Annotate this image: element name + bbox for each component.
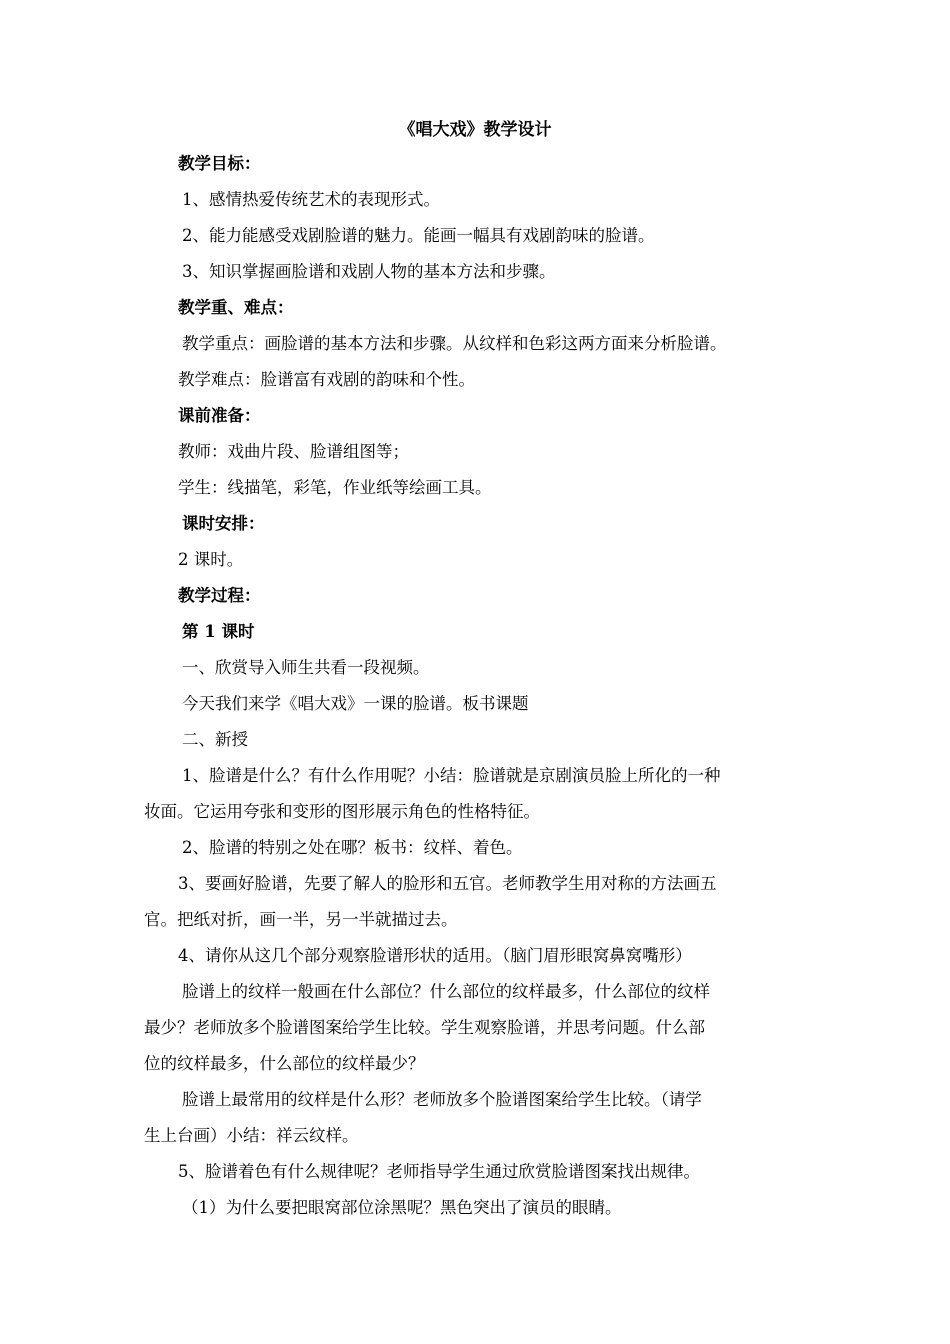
process-heading: 教学过程： <box>178 586 261 605</box>
paragraph-line: 官。把纸对折，画一半，另一半就描过去。 <box>144 910 458 929</box>
objectives-heading: 教学目标： <box>178 154 261 173</box>
paragraph-line: 1、脸谱是什么？有什么作用呢？小结：脸谱就是京剧演员脸上所化的一种 <box>182 766 721 785</box>
paragraph-line: 脸谱上最常用的纹样是什么形？老师放多个脸谱图案给学生比较。（请学 <box>182 1090 702 1109</box>
key-point-difficulty: 教学难点：脸谱富有戏剧的韵味和个性。 <box>178 370 475 389</box>
preparation-teacher: 教师：戏曲片段、脸谱组图等； <box>178 442 409 461</box>
paragraph-line: （1）为什么要把眼窝部位涂黑呢？黑色突出了演员的眼睛。 <box>182 1198 622 1217</box>
process-step-2: 二、新授 <box>182 730 248 749</box>
process-step-1: 一、欣赏导入师生共看一段视频。 <box>182 658 430 677</box>
paragraph-line: 5、脸谱着色有什么规律呢？老师指导学生通过欣赏脸谱图案找出规律。 <box>178 1162 700 1181</box>
key-points-heading: 教学重、难点： <box>178 298 294 317</box>
paragraph-line: 生上台画）小结：祥云纹样。 <box>144 1126 359 1145</box>
preparation-heading: 课前准备： <box>178 406 261 425</box>
paragraph-line: 脸谱上的纹样一般画在什么部位？什么部位的纹样最多，什么部位的纹样 <box>182 982 710 1001</box>
key-point-emphasis: 教学重点：画脸谱的基本方法和步骤。从纹样和色彩这两方面来分析脸谱。 <box>182 334 727 353</box>
paragraph-line: 3、要画好脸谱，先要了解人的脸形和五官。老师教学生用对称的方法画五 <box>178 874 717 893</box>
schedule-value: 2 课时。 <box>178 550 244 569</box>
paragraph-line: 2、脸谱的特别之处在哪？板书：纹样、着色。 <box>182 838 523 857</box>
process-step-1-text: 今天我们来学《唱大戏》一课的脸谱。板书课题 <box>182 694 529 713</box>
objective-item: 2、能力能感受戏剧脸谱的魅力。能画一幅具有戏剧韵味的脸谱。 <box>182 226 655 245</box>
objective-item: 3、知识掌握画脸谱和戏剧人物的基本方法和步骤。 <box>182 262 556 281</box>
paragraph-line: 位的纹样最多，什么部位的纹样最少？ <box>144 1054 425 1073</box>
paragraph-line: 4、请你从这几个部分观察脸谱形状的适用。（脑门眉形眼窝鼻窝嘴形） <box>178 946 692 965</box>
schedule-heading: 课时安排： <box>182 514 265 533</box>
preparation-student: 学生：线描笔，彩笔，作业纸等绘画工具。 <box>178 478 492 497</box>
paragraph-line: 妆面。它运用夸张和变形的图形展示角色的性格特征。 <box>144 802 540 821</box>
lesson-1-heading: 第 1 课时 <box>182 622 255 641</box>
document-title: 《唱大戏》教学设计 <box>398 120 552 140</box>
paragraph-line: 最少？老师放多个脸谱图案给学生比较。学生观察脸谱，并思考问题。什么部 <box>144 1018 705 1037</box>
objective-item: 1、感情热爱传统艺术的表现形式。 <box>182 190 440 209</box>
